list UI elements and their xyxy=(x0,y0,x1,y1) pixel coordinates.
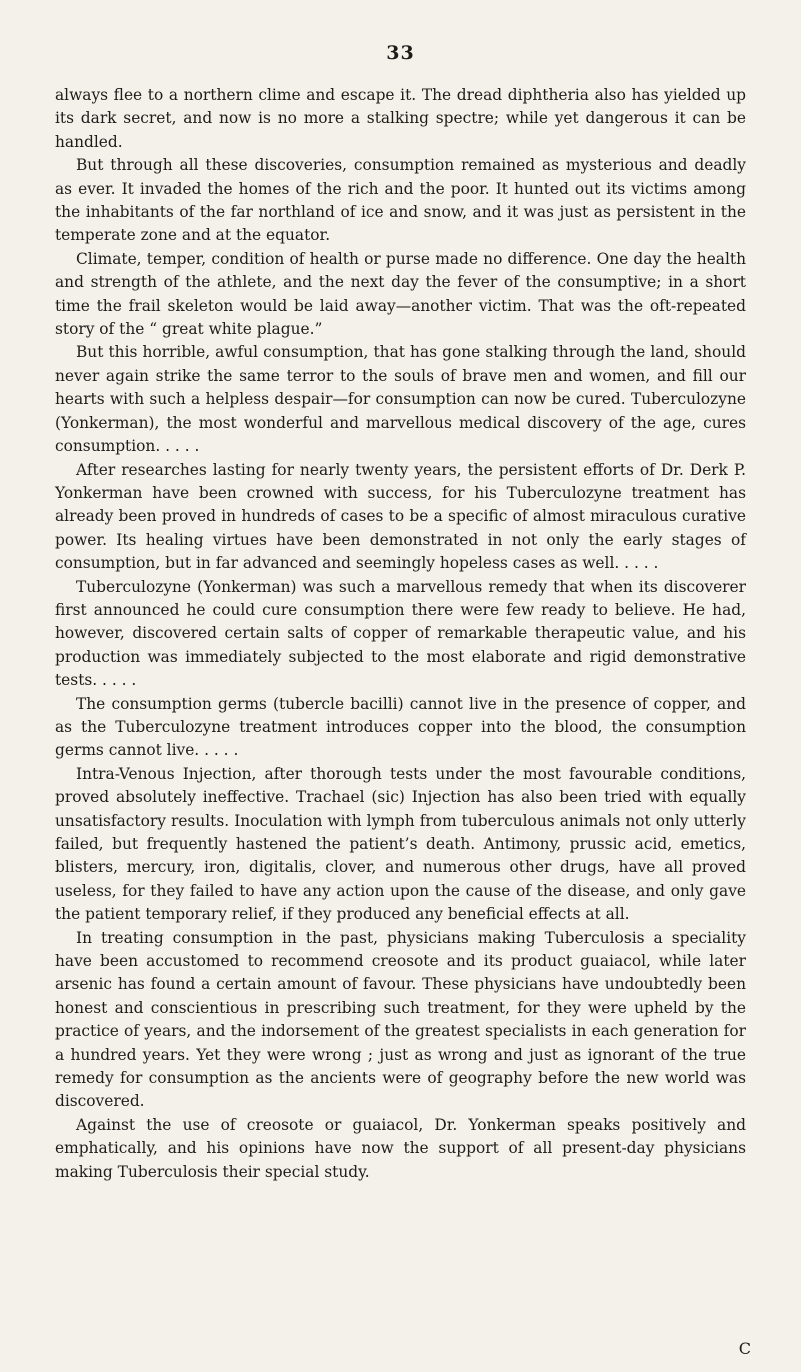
body-text xyxy=(55,84,746,1184)
paragraph-8: Intra-Venous Injection, after thorough tests under the most favourable conditions, proved absolutely ineffective. Trachael (sic) Injection has also been tried with equally unsatisfactory results. Inoculation with lymph from tuberculous animals not only utterly failed, but frequently hastened the patient’s death. Antimony, prussic acid, emetics, blisters, mercury, iron, digitalis, clover, and numerous other drugs, have all proved useless, for they failed to have any action upon the cause of the disease, and only gave the patient temporary relief, if they produced any beneficial effects at all. xyxy=(55,764,746,924)
paragraph-3: Climate, temper, condition of health or purse made no difference. One day the health and strength of the athlete, and the next day the fever of the consumptive; in a short time the frail skeleton would be laid away—another victim. That was the oft-repeated story of the “ great white plague.” xyxy=(55,249,746,339)
signature-mark: C xyxy=(738,1339,751,1358)
page-number: 33 xyxy=(386,42,415,64)
paragraph-5: After researches lasting for nearly twenty years, the persistent efforts of Dr. Derk P. Yonkerman have been crowned with success, for his Tuberculozyne treatment has already been proved in hundreds of cases to be a specific of almost miraculous curative power. Its healing virtues have been demonstrated in not only the early stages of consumption, but in far advanced and seemingly hopeless cases as well. . . . . xyxy=(55,460,746,573)
paragraph-7: The consumption germs (tubercle bacilli) cannot live in the presence of copper, and as the Tuberculozyne treatment introduces copper into the blood, the consumption germs cannot live. . . . . xyxy=(55,694,746,760)
paragraph-1: always flee to a northern clime and escape it. The dread diphtheria also has yielded up its dark secret, and now is no more a stalking spectre; while yet dangerous it can be handled. xyxy=(55,86,746,151)
paragraph-6: Tuberculozyne (Yonkerman) was such a marvellous remedy that when its discoverer first announced he could cure consumption there were few ready to believe. He had, however, discovered certain salts of copper of remarkable therapeutic value, and his production was immediately subjected to the most elaborate and rigid demonstrative tests. . . . . xyxy=(55,577,746,690)
paragraph-9: In treating consumption in the past, physicians making Tuberculosis a speciality have been accustomed to recommend creosote and its product guaiacol, while later arsenic has found a certain amount of favour. These physicians have undoubtedly been honest and conscientious in prescribing such treatment, for they were upheld by the practice of years, and the indorsement of the greatest specialists in each generation for a hundred years. Yet they were wrong ; just as wrong and just as ignorant of the true remedy for consumption as the ancients were of geography before the new world was discovered. xyxy=(55,928,746,1111)
paragraph-4: But this horrible, awful consumption, that has gone stalking through the land, should never again strike the same terror to the souls of brave men and women, and fill our hearts with such a helpless despair—for consumption can now be cured. Tuberculozyne (Yonkerman), the most wonderful and marvellous medical discovery of the age, cures consumption. . . . . xyxy=(55,343,746,456)
paragraph-2: But through all these discoveries, consumption remained as mysterious and deadly as ever. It invaded the homes of the rich and the poor. It hunted out its victims among the inhabitants of the far northland of ice and snow, and it was just as persistent in the temperate zone and at the equator. xyxy=(55,156,746,245)
paragraph-10: Against the use of creosote or guaiacol, Dr. Yonkerman speaks positively and emphatically, and his opinions have now the support of all present-day physicians making Tuberculosis their special study. xyxy=(55,1115,746,1181)
